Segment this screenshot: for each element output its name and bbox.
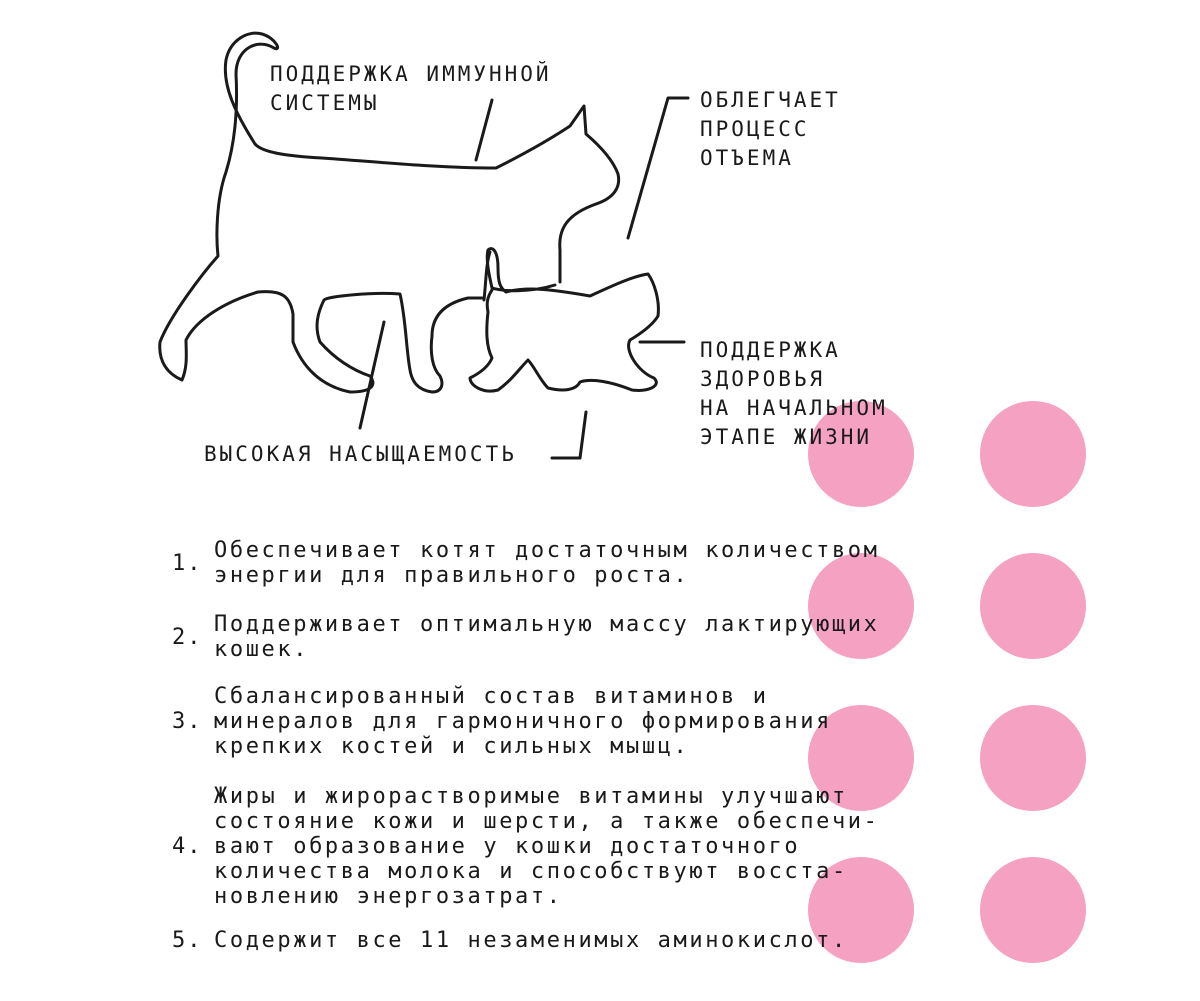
pointer-weaning (628, 98, 688, 238)
benefit-number: 3. (172, 709, 203, 734)
label-early-health (700, 336, 888, 452)
label-line: СИСТЕМЫ (270, 91, 380, 115)
label-weaning (700, 86, 841, 173)
label-immune-support (270, 60, 552, 118)
label-line: ЭТАПЕ ЖИЗНИ (700, 425, 873, 449)
benefit-text (214, 684, 832, 759)
benefit-item-5 (172, 928, 848, 953)
label-line: ПОДДЕРЖКА (700, 338, 841, 362)
benefit-text (214, 784, 880, 909)
label-line: ОТЪЕМА (700, 146, 794, 170)
benefit-text (214, 612, 880, 662)
decor-dot (980, 705, 1086, 811)
label-line: НА НАЧАЛЬНОМ (700, 396, 888, 420)
decor-dot (980, 857, 1086, 963)
benefit-text (214, 928, 848, 953)
benefit-line: кошек. (214, 637, 310, 662)
benefit-line: энергии для правильного роста. (214, 563, 690, 588)
label-line: ПОДДЕРЖКА ИММУННОЙ (270, 62, 552, 86)
benefit-number: 5. (172, 928, 203, 953)
label-line: ОБЛЕГЧАЕТ (700, 88, 841, 112)
benefit-line: Содержит все 11 незаменимых аминокислот. (214, 928, 848, 953)
benefit-line: Сбалансированный состав витаминов и (214, 684, 769, 709)
benefit-text (214, 538, 880, 588)
benefit-line: новлению энергозатрат. (214, 884, 563, 909)
benefit-number: 2. (172, 624, 203, 650)
benefit-item-2 (172, 612, 880, 662)
benefit-number: 4. (172, 834, 203, 859)
pointer-satiety-b (552, 412, 586, 458)
benefit-line: минералов для гармоничного формирования (214, 709, 832, 734)
benefit-line: количества молока и способствуют восста- (214, 859, 848, 884)
benefit-line: Обеспечивает котят достаточным количеством (214, 538, 880, 563)
kitten-outline (470, 249, 658, 391)
benefit-line: состояние кожи и шерсти, а также обеспечи- (214, 809, 880, 834)
benefit-item-4 (172, 784, 880, 909)
label-line: ПРОЦЕСС (700, 117, 810, 141)
benefit-line: вают образование у кошки достаточного (214, 834, 801, 859)
benefit-number: 1. (172, 550, 203, 576)
benefit-item-3 (172, 684, 832, 759)
decor-dot (980, 553, 1086, 659)
label-satiety: ВЫСОКАЯ НАСЫЩАЕМОСТЬ (204, 442, 517, 466)
benefit-item-1 (172, 538, 880, 588)
benefit-line: Поддерживает оптимальную массу лактирующих (214, 612, 880, 637)
benefit-line: крепких костей и сильных мышц. (214, 734, 690, 759)
label-line: ЗДОРОВЬЯ (700, 367, 826, 391)
benefit-line: Жиры и жирорастворимые витамины улучшают (214, 784, 848, 809)
